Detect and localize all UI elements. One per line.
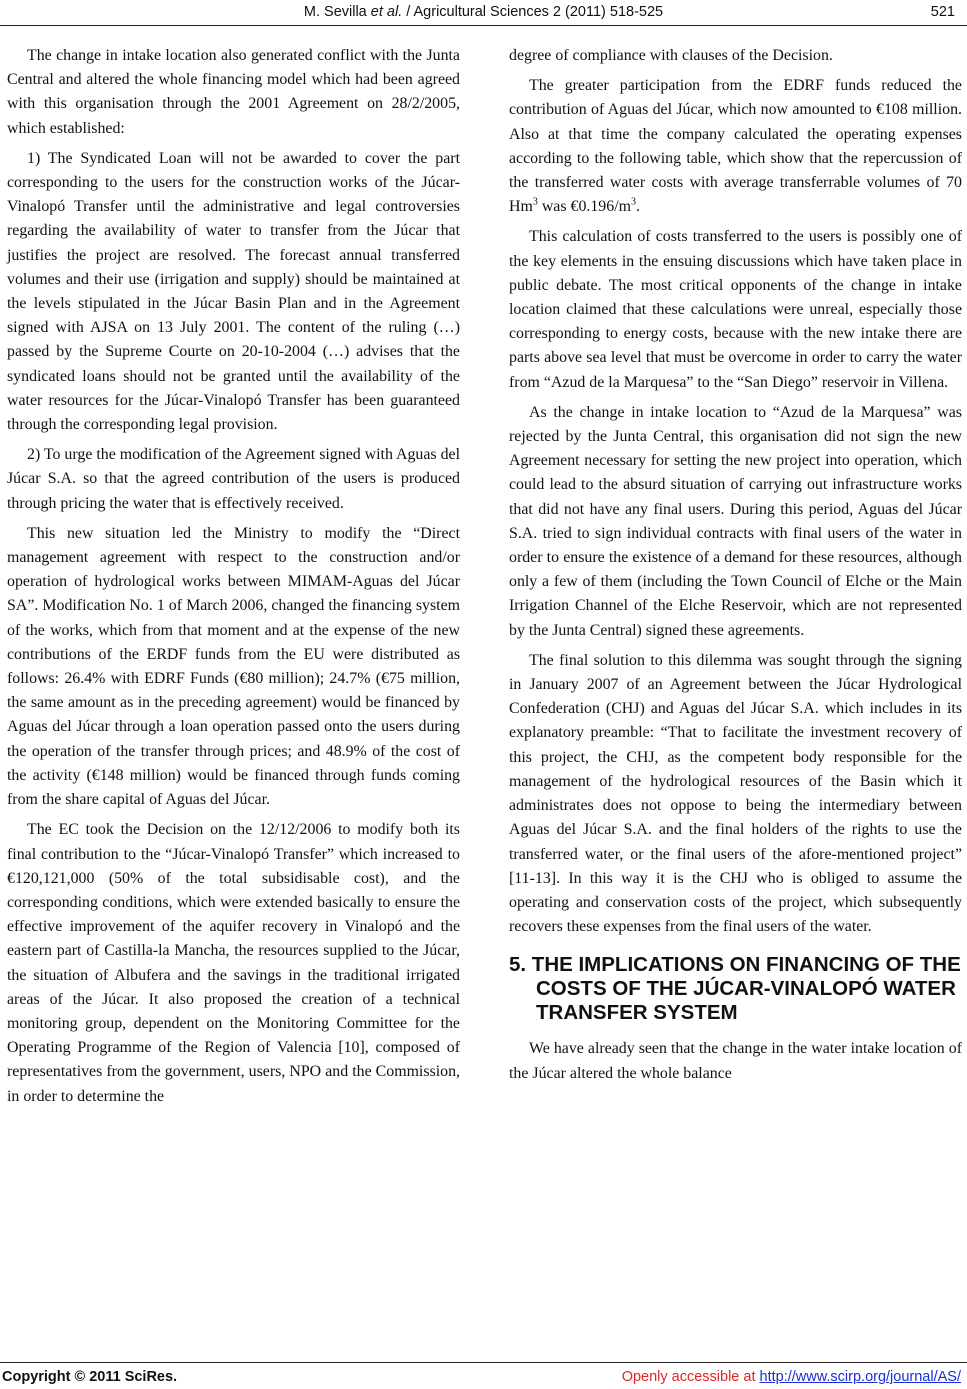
costs-text-3: . (635, 198, 640, 216)
author-name: M. Sevilla (303, 4, 371, 20)
left-column (7, 44, 460, 1115)
author-etal: et al. (370, 4, 403, 20)
paragraph: We have already seen that the change in the water intake location of the Júcar altered the whole balance (509, 1040, 962, 1082)
paragraph: As the change in intake location to “Azud de la Marquesa” was rejected by the Junta Central, this organisation did not sign the new Agreement necessary for setting the new project into operation, which could lead to the absurd situation of carrying out infrastructure works that did not have any final users. During this period, Aguas del Júcar S.A. tried to sign individual contracts with final users of the water in order to ensure the existence of a demand for these resources, although only a few of them (including the Town Council of Elche or the Main Irrigation Channel of the Elche Reservoir, which are not represented by the Junta Central) signed these agreements. (509, 403, 962, 639)
paragraph: This new situation led the Ministry to modify the “Direct management agreement with respect to the construction and/or operation of hydrological works between MIMAM-Aguas del Júcar SA”. Modification No. 1 of March 2006, changed the financing system of the works, which from that moment and at the expense of the new contributions of the ERDF funds from the EU were distributed as follows: 26.4% with EDRF Funds (€80 million); 24.7% (€75 million, the same amount as in the preceding agreement) would be financed by Aguas del Júcar through a loan operation passed onto the users during the operation of the transfer through prices; and 48.9% of the cost of the activity (€148 million) would be financed through funds coming from the share capital of Aguas del Júcar. (7, 524, 460, 809)
paragraph: The final solution to this dilemma was sought through the signing in January 2007 of an Agreement between the Júcar Hydrological Confederation (CHJ) and Aguas del Júcar S.A. which includes in its explanatory preamble: “That to facilitate the investment recovery of this project, the CHJ, as the competent body responsible for the management of the hydrological resources of the Basin which it administrates does not oppose to being the intermediary between Aguas del Júcar S.A. and the final holders of the rights to use the transferred water, or the final users of the afore-mentioned project” [11-13]. In this way it is the CHJ who is obliged to assume the operating and conservation costs of the project, which subsequently recovers these expenses from the final users of the water. (509, 651, 962, 936)
superscript: 3 (532, 196, 538, 208)
right-column (509, 44, 962, 1092)
header-rule (0, 25, 967, 26)
paragraph: 1) The Syndicated Loan will not be awarded to cover the part corresponding to the users for the construction works of the Júcar-Vinalopó Transfer until the administrative and legal controversies regarding the availability of water to transfer from the Júcar that justifies the project are resolved. The forecast annual transferred volumes and their use (irrigation and supply) should be maintained at the levels stipulated in the Júcar Basin Plan and in the Agreement signed with AJSA on 13 July 2001. The content of the ruling (…) passed by the Supreme Courte on 20-10-2004 (…) advises that the syndicated loans should not be granted until the availability of the water resources for the Júcar-Vinalopó Transfer has been guaranteed through the corresponding legal provision. (7, 149, 460, 434)
paragraph-costs (509, 74, 962, 219)
running-head (0, 4, 967, 24)
open-access-notice (622, 1369, 961, 1385)
paragraph: 2) To urge the modification of the Agreement signed with Aguas del Júcar S.A. so that the agreed contribution of the users is produced through pricing the water that is effectively received. (7, 446, 460, 512)
journal-citation: / Agricultural Sciences 2 (2011) 518-525 (402, 4, 664, 20)
paragraph: The EC took the Decision on the 12/12/2006 to modify both its final contribution to the “Júcar-Vinalopó Transfer” which increased to €120,121,000 (50% of the total subsidisable cost), and the corresponding conditions, which were extended basically to ensure the effective improvement of the aquifer recovery in Vinalopó and the eastern part of Castilla-la Mancha, the resources supplied to the Júcar, the situation of Albufera and the savings in the traditional irrigated areas of the Júcar. It also proposed the creation of a technical monitoring group, dependent on the Monitoring Committee for the Operating Programme of the Region of Valencia [10], composed of representatives from the government, users, NPO and the Commission, in order to determine the (7, 821, 460, 1105)
costs-text-2: was €0.196/m (537, 198, 631, 216)
paragraph: The change in intake location also generated conflict with the Junta Central and altered the whole financing model which had been agreed with this organisation through the 2001 Agreement on 28/2/2005, which established: (7, 47, 460, 137)
page-number: 521 (930, 4, 955, 20)
superscript: 3 (630, 196, 636, 208)
costs-text-1: The greater participation from the EDRF funds reduced the contribution of Aguas del Júcar, which now amounted to €108 million. Also at that time the company calculated the operating expenses according to the following table, which show that the repercussion of the transferred water costs with average transferrable volumes of 70 Hm (509, 77, 962, 216)
journal-link[interactable]: http://www.scirp.org/journal/AS/ (759, 1369, 961, 1385)
section-heading: 5. THE IMPLICATIONS ON FINANCING OF THE COSTS OF THE JÚCAR-VINALOPÓ WATER TRANSFER SYSTEM (509, 953, 961, 1025)
copyright-notice: Copyright © 2011 SciRes. (2, 1369, 178, 1385)
footer (0, 1369, 967, 1389)
footer-rule (0, 1362, 967, 1363)
open-access-label: Openly accessible at (621, 1369, 760, 1385)
running-head-citation (0, 4, 967, 20)
paragraph-continuation: degree of compliance with clauses of the Decision. (509, 47, 833, 64)
paragraph: This calculation of costs transferred to the users is possibly one of the key elements in the ensuing discussions which have taken place in public debate. The most critical opponents of the change in intake location claimed that these calculations were unreal, especially those corresponding to energy costs, because with the new intake there are parts above sea level that must be overcome in order to carry the water from “Azud de la Marquesa” to the “San Diego” reservoir in Villena. (509, 228, 962, 391)
